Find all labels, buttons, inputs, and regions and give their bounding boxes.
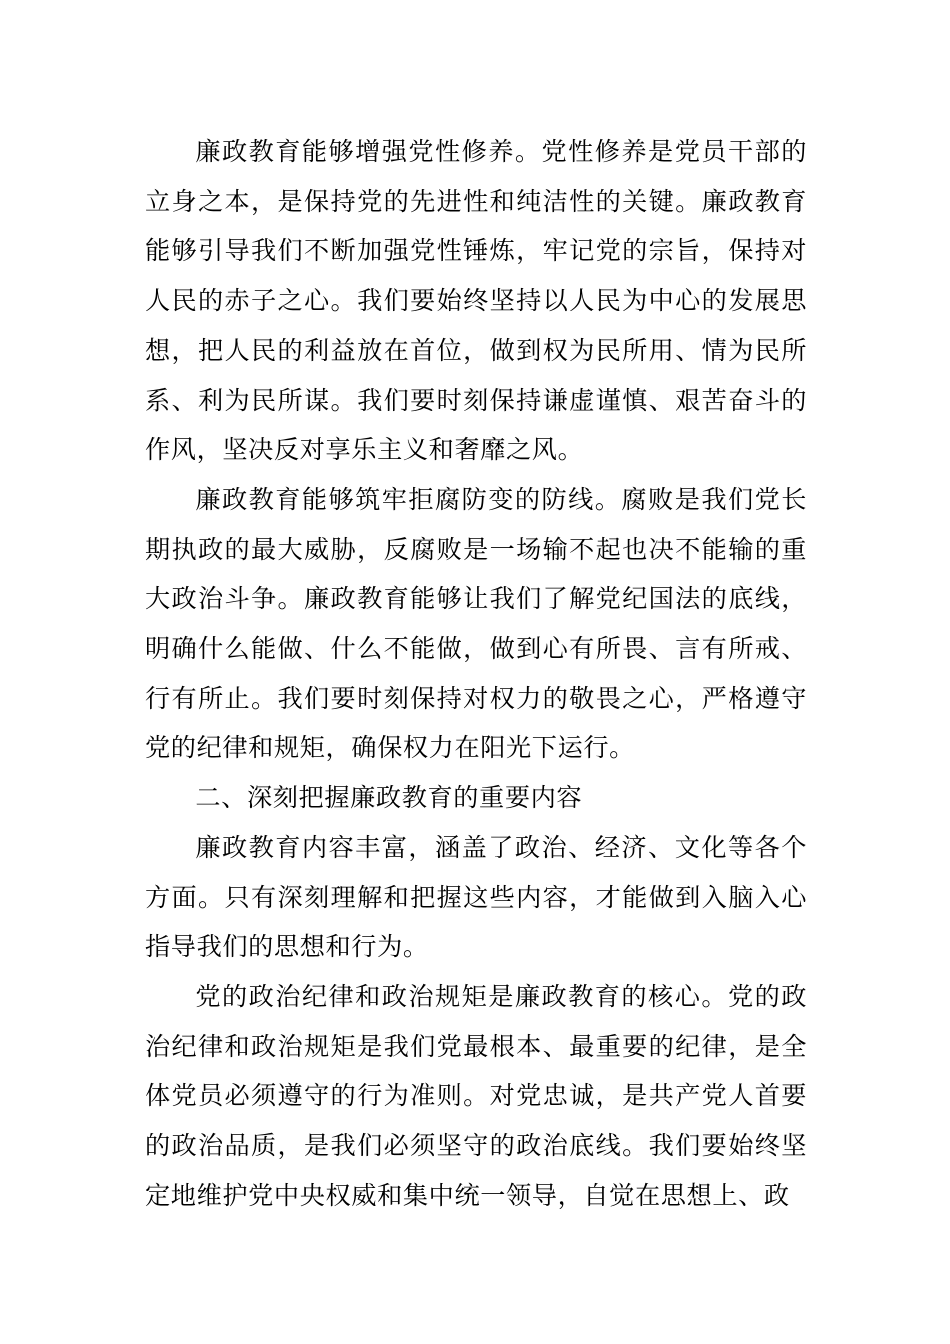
section-heading: 二、深刻把握廉政教育的重要内容: [195, 783, 583, 813]
paragraph-education-content: 廉政教育内容丰富，涵盖了政治、经济、文化等各个方面。只有深刻理解和把握这些内容，才能做到入脑入心指导我们的思想和行为。: [145, 832, 807, 962]
document-body: [145, 127, 807, 1220]
paragraph-political-discipline: 党的政治纪律和政治规矩是廉政教育的核心。党的政治纪律和政治规矩是我们党最根本、最重要的纪律，是全体党员必须遵守的行为准则。对党忠诚，是共产党人首要的政治品质，是我们必须坚守的政治底线。我们要始终坚定地维护党中央权威和集中统一领导，自觉在思想上、政: [145, 981, 807, 1210]
paragraph-anti-corruption-defense: 廉政教育能够筑牢拒腐防变的防线。腐败是我们党长期执政的最大威胁，反腐败是一场输不起也决不能输的重大政治斗争。廉政教育能够让我们了解党纪国法的底线，明确什么能做、什么不能做，做到心有所畏、言有所戒、行有所止。我们要时刻保持对权力的敬畏之心，严格遵守党的纪律和规矩，确保权力在阳光下运行。: [145, 484, 807, 763]
paragraph-party-spirit: 廉政教育能够增强党性修养。党性修养是党员干部的立身之本，是保持党的先进性和纯洁性的关键。廉政教育能够引导我们不断加强党性锤炼，牢记党的宗旨，保持对人民的赤子之心。我们要始终坚持以人民为中心的发展思想，把人民的利益放在首位，做到权为民所用、情为民所系、利为民所谋。我们要时刻保持谦虚谨慎、艰苦奋斗的作风，坚决反对享乐主义和奢靡之风。: [145, 137, 807, 465]
